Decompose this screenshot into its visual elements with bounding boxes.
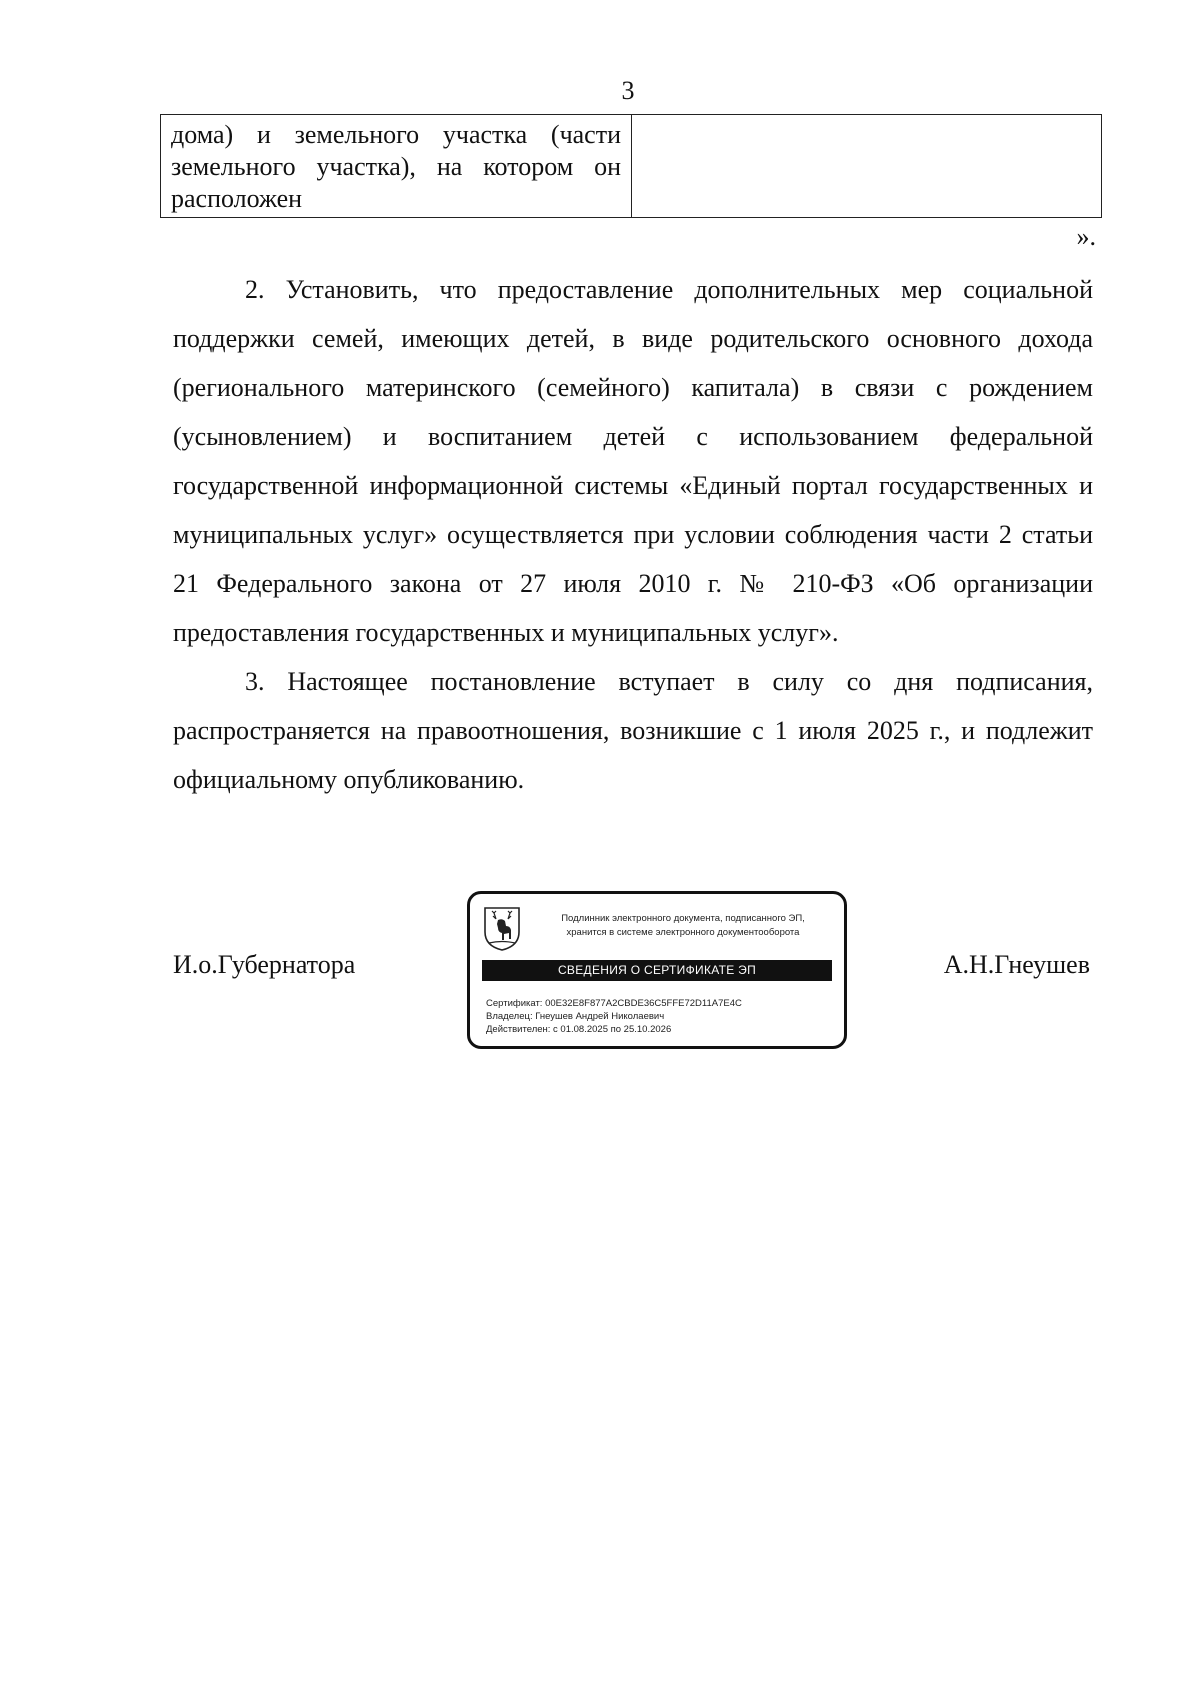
paragraph-2: 2. Установить, что предоставление дополнительных мер социальной поддержки семей, имеющих детей, в виде родительского основного дохода (регионального материнского (семейного) капитала) в связи с рождением (усыновлением) и воспитанием детей с использованием федеральной государственной информационной системы «Единый портал государственных и муниципальных услуг» осуществляется при условии соблюдения части 2 статьи 21 Федерального закона от 27 июля 2010 г. № 210-ФЗ «Об организации предоставления государственных и муниципальных услуг». [173, 275, 1093, 647]
stamp-details [486, 997, 742, 1036]
closing-quote: ». [1076, 222, 1096, 251]
continuation-table [160, 114, 1102, 218]
stamp-title-bar: СВЕДЕНИЯ О СЕРТИФИКАТЕ ЭП [482, 960, 832, 981]
document-body [173, 265, 1093, 804]
table-cell-left: дома) и земельного участка (части земельного участка), на котором он расположен [161, 115, 632, 218]
electronic-signature-stamp [467, 891, 847, 1049]
page-number: 3 [621, 76, 635, 105]
table-row [161, 115, 1102, 218]
deer-coat-of-arms-icon [482, 906, 522, 952]
signer-name: А.Н.Гнеушев [943, 950, 1090, 979]
stamp-header-line: хранится в системе электронного документооборота [566, 927, 800, 938]
stamp-header-line: Подлинник электронного документа, подписанного ЭП, [561, 913, 805, 924]
stamp-header [528, 912, 838, 940]
signer-title: И.о.Губернатора [173, 950, 356, 979]
stamp-certificate: Сертификат: 00E32E8F877A2CBDE36C5FFE72D11A7E4C [486, 998, 742, 1009]
stamp-validity: Действителен: с 01.08.2025 по 25.10.2026 [486, 1024, 672, 1035]
table-cell-right [632, 115, 1102, 218]
stamp-owner: Владелец: Гнеушев Андрей Николаевич [486, 1011, 665, 1022]
paragraph-3: 3. Настоящее постановление вступает в силу со дня подписания, распространяется на правоотношения, возникшие с 1 июля 2025 г., и подлежит официальному опубликованию. [173, 667, 1093, 794]
